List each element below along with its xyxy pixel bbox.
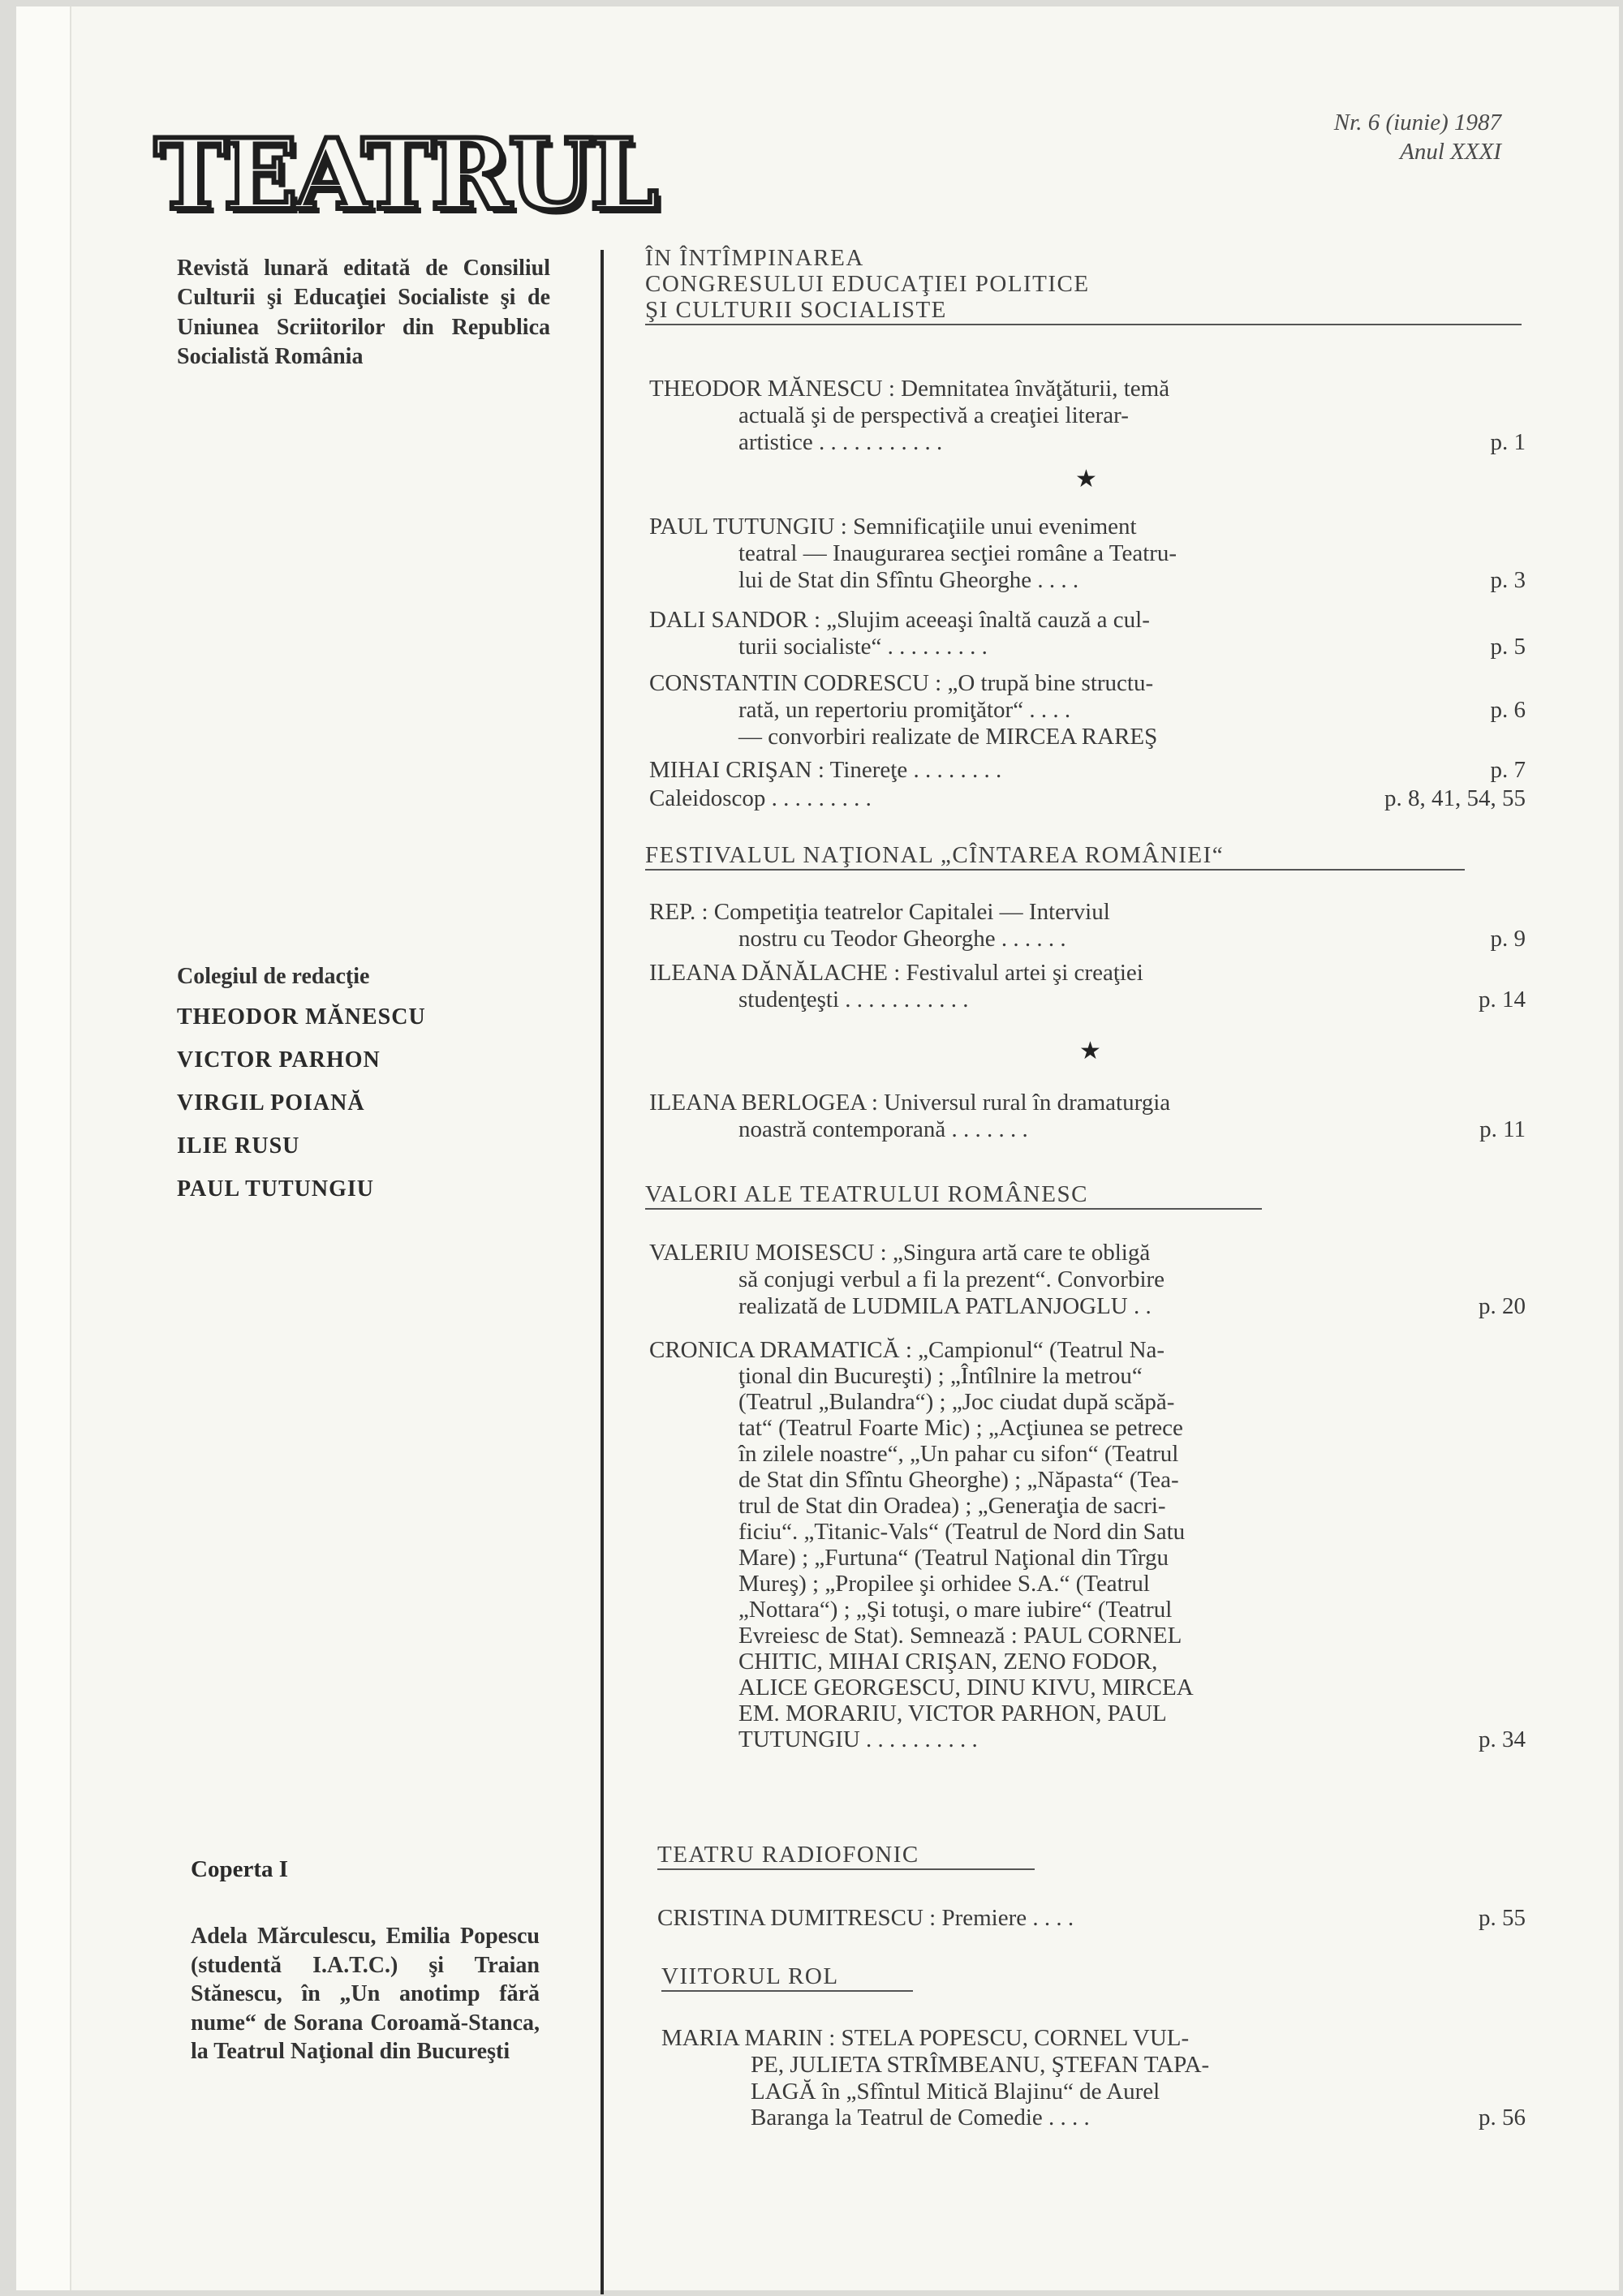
entry-line: lui de Stat din Sfîntu Gheorghe . . . . [738, 566, 1079, 593]
toc-entry [649, 960, 1526, 1013]
entry-line: Caleidoscop . . . . . . . . . [649, 785, 872, 811]
toc-entry [649, 670, 1526, 750]
board-member: VICTOR PARHON [177, 1047, 381, 1073]
entry-line: TUTUNGIU . . . . . . . . . . [738, 1726, 978, 1753]
board-member: ILIE RUSU [177, 1133, 300, 1159]
entry-line: MIHAI CRIŞAN : Tinereţe . . . . . . . . [649, 757, 1002, 783]
entry-line: ţional din Bucureşti) ; „Întîlnire la metrou“ [738, 1363, 1143, 1390]
separator-star: ★ [1079, 1038, 1101, 1064]
toc-entry [649, 899, 1526, 952]
entry-line: turii socialiste“ . . . . . . . . . [738, 633, 988, 660]
entry-line: CONSTANTIN CODRESCU : „O trupă bine structu- [649, 670, 1154, 696]
toc-entry [649, 757, 1526, 784]
board-member: PAUL TUTUNGIU [177, 1176, 375, 1202]
entry-page: p. 8, 41, 54, 55 [1384, 785, 1526, 811]
entry-line: EM. MORARIU, VICTOR PARHON, PAUL [738, 1701, 1167, 1727]
entry-line: — convorbiri realizate de MIRCEA RAREŞ [738, 723, 1158, 750]
masthead [154, 118, 656, 232]
entry-line: Mare) ; „Furtuna“ (Teatrul Naţional din Tîrgu [738, 1545, 1169, 1572]
entry-page: p. 7 [1490, 757, 1526, 783]
entry-line: Baranga la Teatrul de Comedie . . . . [751, 2105, 1090, 2131]
entry-page: p. 5 [1490, 633, 1526, 660]
entry-line: ALICE GEORGESCU, DINU KIVU, MIRCEA [738, 1675, 1194, 1701]
entry-page: p. 14 [1479, 986, 1526, 1013]
entry-line: în zilele noastre“, „Un pahar cu sifon“ (Teatrul [738, 1441, 1179, 1468]
entry-page: p. 20 [1479, 1292, 1526, 1319]
toc-entry [649, 514, 1526, 593]
magazine-page [16, 6, 1619, 2290]
cover-text: Adela Mărculescu, Emilia Popescu (studentă I.A.T.C.) şi Traian Stănescu, în „Un anotimp fără nume“ de Sorana Coroamă-Stanca, la Teatrul Naţional din Bucureşti [191, 1924, 540, 2065]
entry-line: noastră contemporană . . . . . . . [738, 1116, 1028, 1142]
issue-info [1266, 108, 1501, 167]
entry-page: p. 9 [1490, 925, 1526, 952]
entry-line: CRISTINA DUMITRESCU : Premiere . . . . [657, 1905, 1074, 1931]
toc-entry [649, 607, 1526, 660]
entry-line: REP. : Competiţia teatrelor Capitalei — Interviul [649, 899, 1110, 925]
entry-line: ILEANA BERLOGEA : Universul rural în dramaturgia [649, 1090, 1171, 1116]
separator-star: ★ [1075, 466, 1097, 492]
section-heading-future-role: VIITORUL ROL [661, 1963, 913, 1992]
entry-page: p. 3 [1490, 566, 1526, 593]
entry-line: (Teatrul „Bulandra“) ; „Joc ciudat după scăpă- [738, 1389, 1175, 1416]
entry-line: PE, JULIETA STRÎMBEANU, ŞTEFAN TAPA- [751, 2051, 1210, 2078]
toc-entry [657, 1905, 1526, 1932]
entry-line: realizată de LUDMILA PATLANJOGLU . . [738, 1292, 1152, 1319]
board-member: VIRGIL POIANĂ [177, 1090, 365, 1116]
entry-line: MARIA MARIN : STELA POPESCU, CORNEL VUL- [661, 2025, 1190, 2051]
entry-line: ficiu“. „Titanic-Vals“ (Teatrul de Nord din Satu [738, 1519, 1186, 1546]
entry-line: DALI SANDOR : „Slujim aceeaşi înaltă cauză a cul- [649, 607, 1150, 633]
entry-page: p. 56 [1479, 2105, 1526, 2131]
entry-line: CRONICA DRAMATICĂ : „Campionul“ (Teatrul Na- [649, 1337, 1165, 1363]
entry-line: VALERIU MOISESCU : „Singura artă care te obligă [649, 1240, 1151, 1266]
entry-line: PAUL TUTUNGIU : Semnificaţiile unui eveniment [649, 514, 1137, 540]
entry-page: p. 6 [1490, 696, 1526, 723]
section-heading-line: CONGRESULUI EDUCAŢIEI POLITICE [645, 270, 1090, 297]
entry-line: Evreiesc de Stat). Semnează : PAUL CORNEL [738, 1623, 1182, 1649]
issue-number: Nr. 6 (iunie) 1987 [1333, 110, 1501, 135]
entry-page: p. 55 [1479, 1905, 1526, 1931]
entry-line: de Stat din Sfîntu Gheorghe) ; „Năpasta“ (Tea- [738, 1467, 1179, 1494]
entry-line: „Nottara“) ; „Şi totuşi, o mare iubire“ (Teatrul [738, 1597, 1173, 1623]
section-heading-line: ŞI CULTURII SOCIALISTE [645, 298, 1522, 325]
toc-entry-chronicle [649, 1337, 1526, 1753]
board-heading: Colegiul de redacţie [177, 964, 370, 989]
column-divider [601, 250, 604, 2294]
entry-line: rată, un repertoriu promiţător“ . . . . [738, 696, 1071, 723]
masthead-logo: TEATRUL [154, 118, 656, 232]
entry-line: CHITIC, MIHAI CRIŞAN, ZENO FODOR, [738, 1649, 1158, 1675]
entry-page: p. 1 [1490, 428, 1526, 455]
entry-page: p. 34 [1479, 1726, 1526, 1753]
toc-entry [649, 1090, 1526, 1143]
section-heading-congress [645, 246, 1522, 325]
entry-line: tat“ (Teatrul Foarte Mic) ; „Acţiunea se petrece [738, 1415, 1183, 1442]
toc-entry [661, 2025, 1526, 2131]
toc-entry [649, 1240, 1526, 1319]
board-member: THEODOR MĂNESCU [177, 1004, 426, 1030]
entry-page: p. 11 [1479, 1116, 1526, 1142]
toc-entry [649, 785, 1526, 812]
section-heading-values: VALORI ALE TEATRULUI ROMÂNESC [645, 1181, 1262, 1210]
cover-heading: Coperta I [191, 1856, 289, 1882]
section-heading-radio: TEATRU RADIOFONIC [657, 1842, 1035, 1870]
entry-line: THEODOR MĂNESCU : Demnitatea învăţăturii, temă [649, 376, 1170, 402]
entry-line: artistice . . . . . . . . . . . [738, 428, 943, 455]
section-heading-festival: FESTIVALUL NAŢIONAL „CÎNTAREA ROMÂNIEI“ [645, 842, 1465, 871]
binding-edge [16, 6, 71, 2290]
entry-line: trul de Stat din Oradea) ; „Generaţia de sacri- [738, 1493, 1166, 1520]
editorial-board [177, 964, 518, 1219]
cover-credit [191, 1856, 540, 2066]
entry-line: LAGĂ în „Sfîntul Mitică Blajinu“ de Aurel [751, 2078, 1160, 2105]
entry-line: ILEANA DĂNĂLACHE : Festivalul artei şi creaţiei [649, 960, 1143, 986]
entry-line: actuală şi de perspectivă a creaţiei literar- [738, 402, 1129, 428]
publisher-note: Revistă lunară editată de Consiliul Culturii şi Educaţiei Socialiste şi de Uniunea Scriitorilor din Republica Socialistă România [177, 256, 550, 370]
entry-line: studenţeşti . . . . . . . . . . . [738, 986, 969, 1013]
entry-line: nostru cu Teodor Gheorghe . . . . . . [738, 925, 1066, 952]
toc-entry [649, 376, 1526, 455]
entry-line: Mureş) ; „Propilee şi orhidee S.A.“ (Teatrul [738, 1571, 1150, 1597]
section-heading-line: ÎN ÎNTÎMPINAREA [645, 245, 864, 271]
entry-line: să conjugi verbul a fi la prezent“. Convorbire [738, 1266, 1165, 1292]
issue-year: Anul XXXI [1400, 139, 1501, 166]
entry-line: teatral — Inaugurarea secţiei române a Teatru- [738, 540, 1177, 566]
